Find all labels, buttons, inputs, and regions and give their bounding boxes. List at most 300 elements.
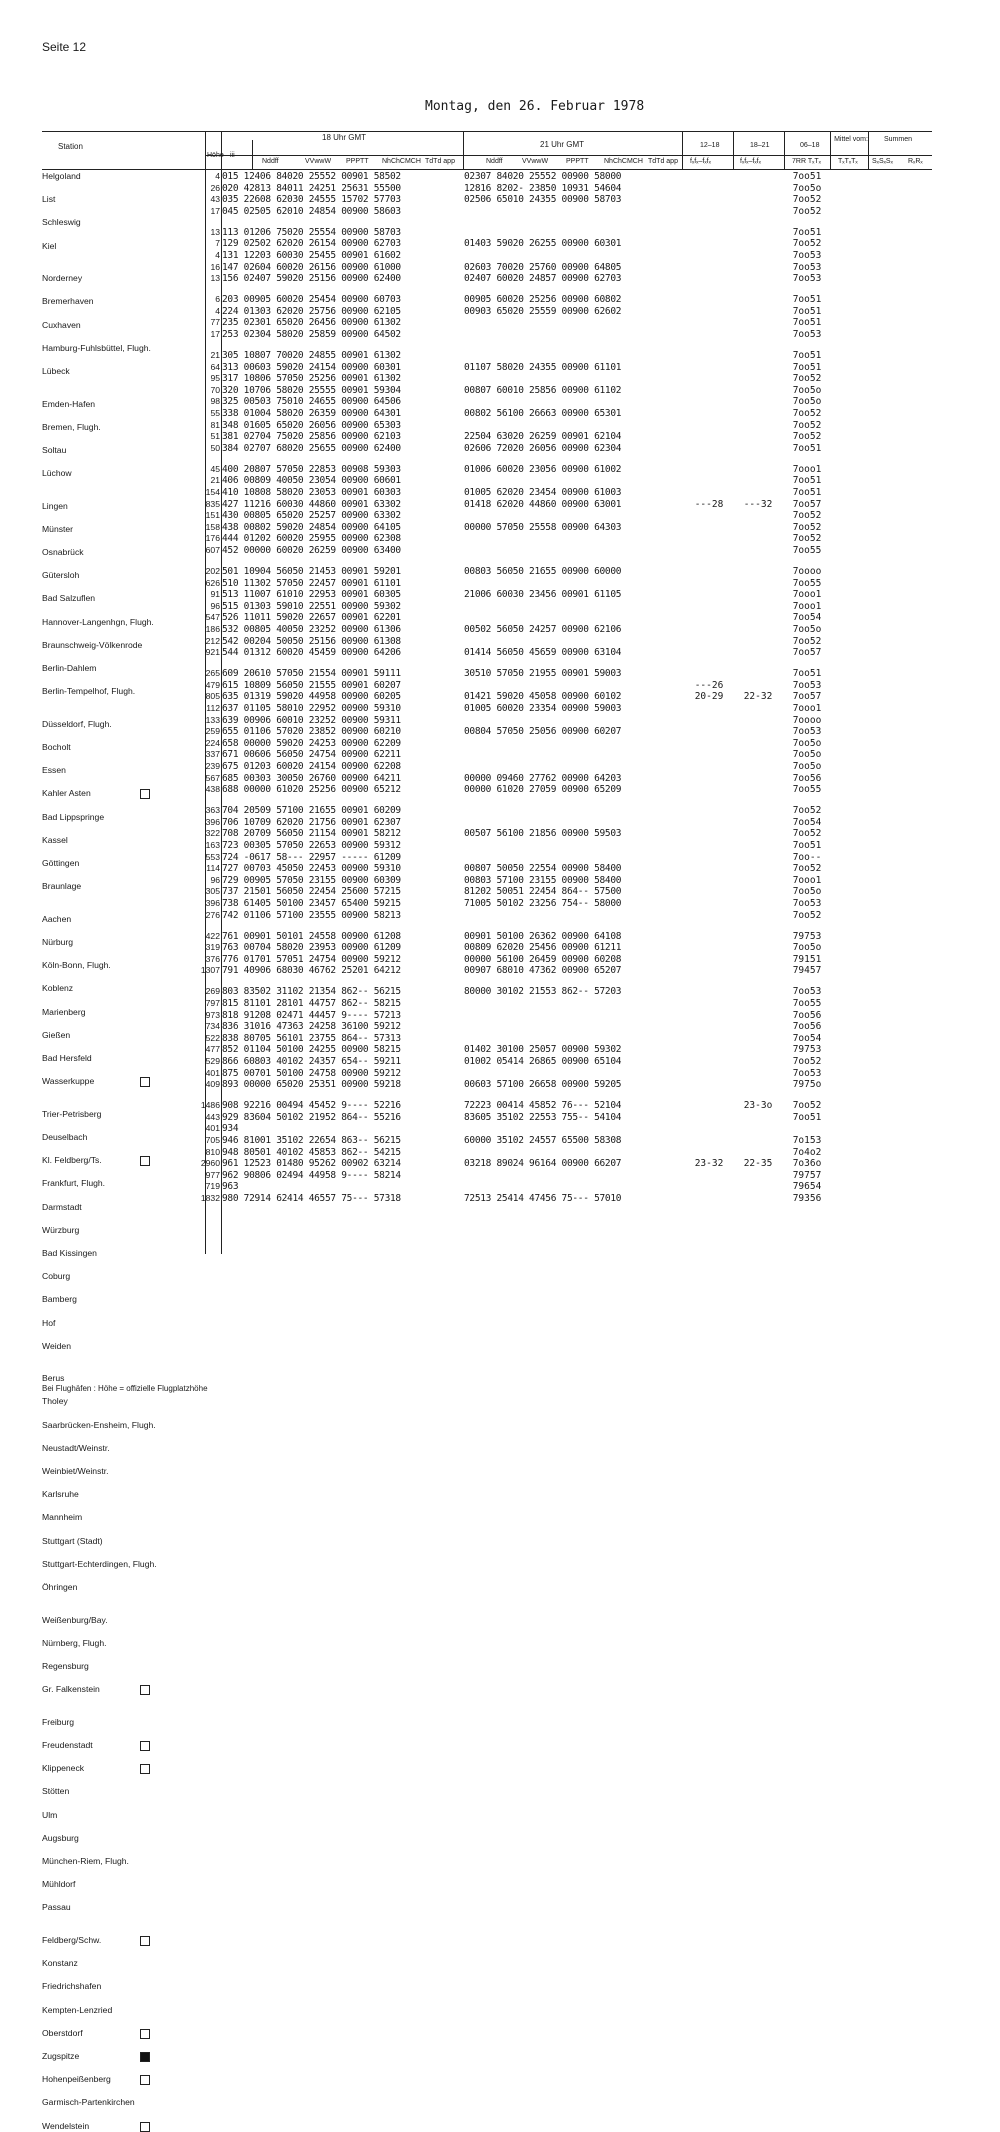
station-height: 547 [190, 612, 220, 624]
station-height: 151 [190, 510, 220, 522]
gust-12-18 [682, 784, 736, 796]
obs-21-uhr [464, 373, 682, 385]
obs-18-uhr: 615 10809 56050 21555 00901 60207 [222, 680, 462, 692]
obs-21-uhr: 00905 60020 25256 00900 60802 [464, 294, 682, 306]
obs-21-uhr [464, 1033, 682, 1045]
station-cell [42, 812, 192, 824]
mittel-value: 79757 [784, 1170, 830, 1182]
gust-12-18 [682, 171, 736, 183]
gust-12-18 [682, 1112, 736, 1124]
obs-21-uhr [464, 250, 682, 262]
obs-18-uhr: 384 02707 68020 25655 00900 62400 [222, 443, 462, 455]
station-height: 396 [190, 817, 220, 829]
station-height: 396 [190, 898, 220, 910]
header-sub21-5: TdTd app [648, 158, 678, 165]
obs-18-uhr: 838 80705 56101 23755 864-- 57313 [222, 1033, 462, 1045]
obs-21-uhr: 00803 56050 21655 00900 60000 [464, 566, 682, 578]
station-height: 973 [190, 1010, 220, 1022]
gust-12-18 [682, 954, 736, 966]
obs-18-uhr: 963 [222, 1181, 462, 1193]
gust-12-18 [682, 589, 736, 601]
station-cell [42, 1225, 192, 1237]
gust-18-21 [733, 624, 783, 636]
obs-21-uhr: 00507 56100 21856 00900 59503 [464, 828, 682, 840]
gust-12-18 [682, 1068, 736, 1080]
gust-12-18 [682, 545, 736, 557]
station-height: 17 [190, 206, 220, 218]
gust-18-21 [733, 612, 783, 624]
station-height: 81 [190, 420, 220, 432]
mittel-value: 7oo51 [784, 668, 830, 680]
station-name: Karlsruhe [42, 1489, 79, 1499]
obs-21-uhr: 00000 57050 25558 00900 64303 [464, 522, 682, 534]
station-height: 797 [190, 998, 220, 1010]
obs-18-uhr: 609 20610 57050 21554 00901 59111 [222, 668, 462, 680]
obs-21-uhr: 00000 61020 27059 00900 65209 [464, 784, 682, 796]
obs-21-uhr [464, 206, 682, 218]
gust-12-18 [682, 1021, 736, 1033]
station-cell [42, 2074, 192, 2086]
station-height: 224 [190, 738, 220, 750]
station-cell [42, 719, 192, 731]
mittel-value: 79654 [784, 1181, 830, 1193]
station-cell [42, 445, 192, 457]
header-station: Station [58, 142, 83, 151]
station-name: Regensburg [42, 1661, 89, 1671]
obs-21-uhr: 00807 50050 22554 00900 58400 [464, 863, 682, 875]
station-height: 522 [190, 1033, 220, 1045]
obs-18-uhr: 704 20509 57100 21655 00901 60209 [222, 805, 462, 817]
obs-18-uhr: 727 00703 45050 22453 00900 59310 [222, 863, 462, 875]
gust-18-21 [733, 1147, 783, 1159]
obs-21-uhr [464, 612, 682, 624]
obs-18-uhr: 348 01605 65020 26056 00900 65303 [222, 420, 462, 432]
station-height: 21 [190, 475, 220, 487]
station-height: 305 [190, 886, 220, 898]
station-cell [42, 1958, 192, 1970]
station-cell [42, 366, 192, 378]
gust-18-21 [733, 420, 783, 432]
mittel-value: 79151 [784, 954, 830, 966]
obs-18-uhr: 532 00805 40050 23252 00900 61306 [222, 624, 462, 636]
station-cell [42, 1466, 192, 1478]
station-name: Bad Kissingen [42, 1248, 97, 1258]
station-height: 810 [190, 1147, 220, 1159]
obs-21-uhr: 00000 56100 26459 00900 60208 [464, 954, 682, 966]
mittel-value: 7oo57 [784, 691, 830, 703]
station-height: 734 [190, 1021, 220, 1033]
station-name: Bremerhaven [42, 296, 94, 306]
obs-21-uhr: 01006 60020 23056 00900 61002 [464, 464, 682, 476]
gust-12-18 [682, 668, 736, 680]
gust-18-21 [733, 1079, 783, 1091]
gust-12-18 [682, 350, 736, 362]
station-name: Kassel [42, 835, 68, 845]
obs-21-uhr [464, 545, 682, 557]
station-name: Klippeneck [42, 1763, 84, 1773]
station-name: Wendelstein [42, 2121, 89, 2131]
station-cell [42, 296, 192, 308]
obs-21-uhr [464, 475, 682, 487]
obs-21-uhr: 01002 05414 26865 00900 65104 [464, 1056, 682, 1068]
station-cell [42, 881, 192, 893]
station-height: 529 [190, 1056, 220, 1068]
station-name: Oberstdorf [42, 2028, 83, 2038]
station-name: Lüchow [42, 468, 72, 478]
station-cell [42, 1178, 192, 1190]
mittel-value: 7o36o [784, 1158, 830, 1170]
obs-21-uhr: 01005 60020 23354 00900 59003 [464, 703, 682, 715]
obs-18-uhr: 156 02407 59020 25156 00900 62400 [222, 273, 462, 285]
gust-12-18: ---28 [682, 499, 736, 511]
station-cell [42, 1615, 192, 1627]
station-cell [42, 273, 192, 285]
mittel-value: 7oo52 [784, 194, 830, 206]
station-name: Bad Hersfeld [42, 1053, 92, 1063]
gust-12-18 [682, 385, 736, 397]
obs-18-uhr: 544 01312 60020 45459 00900 64206 [222, 647, 462, 659]
station-name: Soltau [42, 445, 66, 455]
gust-12-18 [682, 329, 736, 341]
station-name: Kl. Feldberg/Ts. [42, 1155, 102, 1165]
station-name: Hannover-Langenhgn, Flugh. [42, 617, 154, 627]
mittel-value: 7oo51 [784, 840, 830, 852]
obs-21-uhr: 00803 57100 23155 00900 58400 [464, 875, 682, 887]
station-height: 553 [190, 852, 220, 864]
obs-21-uhr: 00502 56050 24257 00900 62106 [464, 624, 682, 636]
obs-21-uhr: 81202 50051 22454 864-- 57500 [464, 886, 682, 898]
filled-square-icon [140, 2052, 150, 2062]
mittel-value: 7oo55 [784, 578, 830, 590]
obs-21-uhr [464, 1181, 682, 1193]
obs-18-uhr: 866 60803 40102 24357 654-- 59211 [222, 1056, 462, 1068]
gust-12-18 [682, 194, 736, 206]
mittel-value: 7oo53 [784, 680, 830, 692]
header-sub21-4: NhChCMCH [604, 158, 643, 165]
gust-12-18: 23-32 [682, 1158, 736, 1170]
station-name: Garmisch-Partenkirchen [42, 2097, 135, 2107]
station-name: Aachen [42, 914, 71, 924]
station-name: Stuttgart (Stadt) [42, 1536, 103, 1546]
obs-18-uhr: 400 20807 57050 22853 00908 59303 [222, 464, 462, 476]
station-height: 269 [190, 986, 220, 998]
gust-18-21 [733, 805, 783, 817]
station-height: 438 [190, 784, 220, 796]
gust-18-21 [733, 589, 783, 601]
obs-21-uhr [464, 533, 682, 545]
obs-18-uhr: 224 01303 62020 25756 00900 62105 [222, 306, 462, 318]
mittel-value: 7oo51 [784, 1112, 830, 1124]
obs-21-uhr: 00807 60010 25856 00900 61102 [464, 385, 682, 397]
obs-18-uhr: 035 22608 62030 24555 15702 57703 [222, 194, 462, 206]
station-name: Berus [42, 1373, 64, 1383]
gust-18-21 [733, 1123, 783, 1135]
mittel-value: 7ooo1 [784, 875, 830, 887]
station-name: Lingen [42, 501, 68, 511]
station-cell [42, 960, 192, 972]
obs-18-uhr: 929 83604 50102 21952 864-- 55216 [222, 1112, 462, 1124]
gust-18-21 [733, 601, 783, 613]
obs-18-uhr: 526 11011 59020 22657 00901 62201 [222, 612, 462, 624]
station-height: 322 [190, 828, 220, 840]
obs-18-uhr: 761 00901 50101 24558 00900 61208 [222, 931, 462, 943]
gust-18-21 [733, 566, 783, 578]
gust-12-18: 20-29 [682, 691, 736, 703]
gust-18-21 [733, 749, 783, 761]
obs-21-uhr [464, 1147, 682, 1159]
station-cell [42, 1879, 192, 1891]
station-height: 13 [190, 273, 220, 285]
mittel-value: 7oo5o [784, 738, 830, 750]
gust-12-18 [682, 875, 736, 887]
gust-18-21 [733, 294, 783, 306]
gust-12-18 [682, 761, 736, 773]
gust-12-18 [682, 886, 736, 898]
gust-12-18 [682, 1123, 736, 1135]
station-name: Kiel [42, 241, 56, 251]
station-name: Stötten [42, 1786, 69, 1796]
station-cell [42, 501, 192, 513]
station-height: 70 [190, 385, 220, 397]
header-sub18-1: Nddff [262, 158, 279, 165]
station-name: Freiburg [42, 1717, 74, 1727]
obs-21-uhr: 02307 84020 25552 00900 58000 [464, 171, 682, 183]
obs-21-uhr: 01414 56050 45659 00900 63104 [464, 647, 682, 659]
station-height: 186 [190, 624, 220, 636]
gust-18-21 [733, 183, 783, 195]
station-name: Weißenburg/Bay. [42, 1615, 108, 1625]
obs-21-uhr: 00804 57050 25056 00900 60207 [464, 726, 682, 738]
obs-18-uhr: 129 02502 62020 26154 00900 62703 [222, 238, 462, 250]
station-height: 176 [190, 533, 220, 545]
station-name: Feldberg/Schw. [42, 1935, 101, 1945]
station-name: Köln-Bonn, Flugh. [42, 960, 111, 970]
obs-21-uhr: 01402 30100 25057 00900 59302 [464, 1044, 682, 1056]
station-cell [42, 1810, 192, 1822]
station-name: Osnabrück [42, 547, 84, 557]
gust-18-21 [733, 886, 783, 898]
gust-12-18 [682, 624, 736, 636]
station-name: Gr. Falkenstein [42, 1684, 100, 1694]
mittel-value: 7oo52 [784, 1100, 830, 1112]
header-18-uhr-gmt: 18 Uhr GMT [322, 133, 366, 142]
station-name: Düsseldorf, Flugh. [42, 719, 112, 729]
station-name: Schleswig [42, 217, 81, 227]
obs-18-uhr: 015 12406 84020 25552 00901 58502 [222, 171, 462, 183]
obs-18-uhr: 430 00805 65020 25257 00900 63302 [222, 510, 462, 522]
mittel-value: 7oo51 [784, 362, 830, 374]
gust-18-21 [733, 545, 783, 557]
gust-18-21 [733, 761, 783, 773]
station-name: Stuttgart-Echterdingen, Flugh. [42, 1559, 157, 1569]
station-cell [42, 2097, 192, 2109]
mittel-value: 7ooo1 [784, 464, 830, 476]
header-sub-summen-1: SₓSₓSₓ [872, 158, 893, 165]
gust-18-21 [733, 578, 783, 590]
gust-12-18 [682, 206, 736, 218]
obs-21-uhr: 01421 59020 45058 00900 60102 [464, 691, 682, 703]
station-cell [42, 1684, 192, 1696]
station-height: 77 [190, 317, 220, 329]
station-height: 363 [190, 805, 220, 817]
station-cell [42, 1155, 192, 1167]
obs-21-uhr [464, 817, 682, 829]
obs-18-uhr: 737 21501 56050 22454 25600 57215 [222, 886, 462, 898]
obs-21-uhr [464, 578, 682, 590]
station-name: Kempten-Lenzried [42, 2005, 112, 2015]
station-cell [42, 1661, 192, 1673]
station-cell [42, 320, 192, 332]
mittel-value: 7oo52 [784, 510, 830, 522]
gust-12-18 [682, 420, 736, 432]
gust-18-21 [733, 1112, 783, 1124]
mittel-value: 7oo54 [784, 1033, 830, 1045]
station-name: Hamburg-Fuhlsbüttel, Flugh. [42, 343, 151, 353]
station-name: Emden-Hafen [42, 399, 95, 409]
header-sub21-1: Nddff [486, 158, 503, 165]
station-height: 212 [190, 636, 220, 648]
obs-18-uhr: 961 12523 01480 95262 00902 63214 [222, 1158, 462, 1170]
station-name: Koblenz [42, 983, 73, 993]
gust-12-18 [682, 262, 736, 274]
obs-18-uhr: 852 01104 50100 24255 00900 58215 [222, 1044, 462, 1056]
obs-18-uhr: 658 00000 59020 24253 00900 62209 [222, 738, 462, 750]
gust-18-21 [733, 1010, 783, 1022]
station-name: Mannheim [42, 1512, 82, 1522]
obs-21-uhr: 83605 35102 22553 755-- 54104 [464, 1112, 682, 1124]
obs-18-uhr: 427 11216 60030 44860 00901 63302 [222, 499, 462, 511]
mittel-value: 7oo51 [784, 475, 830, 487]
header-iii: iii [230, 152, 235, 159]
obs-21-uhr: 72223 00414 45852 76--- 52104 [464, 1100, 682, 1112]
mittel-value: 7ooo1 [784, 589, 830, 601]
obs-18-uhr: 639 00906 60010 23252 00900 59311 [222, 715, 462, 727]
obs-18-uhr: 893 00000 65020 25351 00900 59218 [222, 1079, 462, 1091]
station-height: 835 [190, 499, 220, 511]
station-name: Wasserkuppe [42, 1076, 94, 1086]
station-cell [42, 1248, 192, 1260]
mittel-value: 7oo-- [784, 852, 830, 864]
gust-18-21 [733, 647, 783, 659]
obs-21-uhr: 01418 62020 44860 00900 63001 [464, 499, 682, 511]
station-cell [42, 1489, 192, 1501]
gust-18-21 [733, 1068, 783, 1080]
obs-21-uhr: 30510 57050 21955 00901 59003 [464, 668, 682, 680]
obs-18-uhr: 729 00905 57050 23155 00900 60309 [222, 875, 462, 887]
obs-18-uhr: 235 02301 65020 26456 00900 61302 [222, 317, 462, 329]
gust-12-18: ---26 [682, 680, 736, 692]
mittel-value: 7oo52 [784, 522, 830, 534]
mittel-value: 79753 [784, 931, 830, 943]
mittel-value: 7oo51 [784, 317, 830, 329]
station-height: 98 [190, 396, 220, 408]
mittel-value: 7oo53 [784, 898, 830, 910]
gust-12-18 [682, 898, 736, 910]
obs-21-uhr: 01005 62020 23454 00900 61003 [464, 487, 682, 499]
gust-12-18 [682, 294, 736, 306]
station-name: Nürnberg, Flugh. [42, 1638, 107, 1648]
obs-21-uhr: 00802 56100 26663 00900 65301 [464, 408, 682, 420]
mittel-value: 7oooo [784, 566, 830, 578]
mittel-value: 7oo52 [784, 1056, 830, 1068]
station-cell [42, 1202, 192, 1214]
obs-21-uhr [464, 715, 682, 727]
station-height: 17 [190, 329, 220, 341]
mittel-value: 7oo53 [784, 986, 830, 998]
obs-18-uhr: 791 40906 68030 46762 25201 64212 [222, 965, 462, 977]
obs-18-uhr: 818 91208 02471 44457 9---- 57213 [222, 1010, 462, 1022]
obs-18-uhr: 685 00303 30050 26760 00900 64211 [222, 773, 462, 785]
station-name: Bocholt [42, 742, 71, 752]
station-name: Hof [42, 1318, 55, 1328]
header-sub21-2: VVwwW [522, 158, 548, 165]
obs-21-uhr: 60000 35102 24557 65500 58308 [464, 1135, 682, 1147]
station-height: 401 [190, 1123, 220, 1135]
station-cell [42, 1294, 192, 1306]
gust-12-18 [682, 840, 736, 852]
station-name: Weinbiet/Weinstr. [42, 1466, 109, 1476]
obs-18-uhr: 317 10806 57050 25256 00901 61302 [222, 373, 462, 385]
station-name: Bremen, Flugh. [42, 422, 101, 432]
gust-18-21 [733, 443, 783, 455]
mittel-value: 7oo52 [784, 828, 830, 840]
station-name: Mühldorf [42, 1879, 75, 1889]
mittel-value: 7oo51 [784, 306, 830, 318]
mittel-value: 7oo5o [784, 886, 830, 898]
obs-21-uhr [464, 601, 682, 613]
obs-21-uhr: 02506 65010 24355 00900 58703 [464, 194, 682, 206]
station-height: 45 [190, 464, 220, 476]
mittel-value: 7oo55 [784, 998, 830, 1010]
obs-18-uhr: 980 72914 62414 46557 75--- 57318 [222, 1193, 462, 1205]
header-18-21: 18–21 [750, 142, 769, 149]
mittel-value: 7oo51 [784, 294, 830, 306]
gust-12-18 [682, 408, 736, 420]
mittel-value: 7oo52 [784, 408, 830, 420]
station-height: 7 [190, 238, 220, 250]
station-height: 319 [190, 942, 220, 954]
station-height: 4 [190, 306, 220, 318]
gust-12-18 [682, 443, 736, 455]
station-name: München-Riem, Flugh. [42, 1856, 129, 1866]
station-height: 259 [190, 726, 220, 738]
gust-12-18 [682, 931, 736, 943]
obs-21-uhr: 00903 65020 25559 00900 62602 [464, 306, 682, 318]
station-height: 64 [190, 362, 220, 374]
station-cell [42, 468, 192, 480]
header-sub18-2: VVwwW [305, 158, 331, 165]
mittel-value: 7oo52 [784, 805, 830, 817]
obs-21-uhr: 21006 60030 23456 00901 61105 [464, 589, 682, 601]
station-height: 13 [190, 227, 220, 239]
gust-12-18 [682, 749, 736, 761]
station-height: 96 [190, 601, 220, 613]
station-height: 401 [190, 1068, 220, 1080]
mittel-value: 7oo52 [784, 206, 830, 218]
gust-18-21 [733, 306, 783, 318]
station-height: 96 [190, 875, 220, 887]
station-height: 51 [190, 431, 220, 443]
header-sub18-5: TdTd app [425, 158, 455, 165]
empty-square-icon [140, 1936, 150, 1946]
mittel-value: 7oo51 [784, 443, 830, 455]
station-cell [42, 835, 192, 847]
station-cell [42, 2005, 192, 2017]
station-height: 16 [190, 262, 220, 274]
gust-12-18 [682, 1181, 736, 1193]
gust-18-21 [733, 986, 783, 998]
obs-21-uhr [464, 1170, 682, 1182]
